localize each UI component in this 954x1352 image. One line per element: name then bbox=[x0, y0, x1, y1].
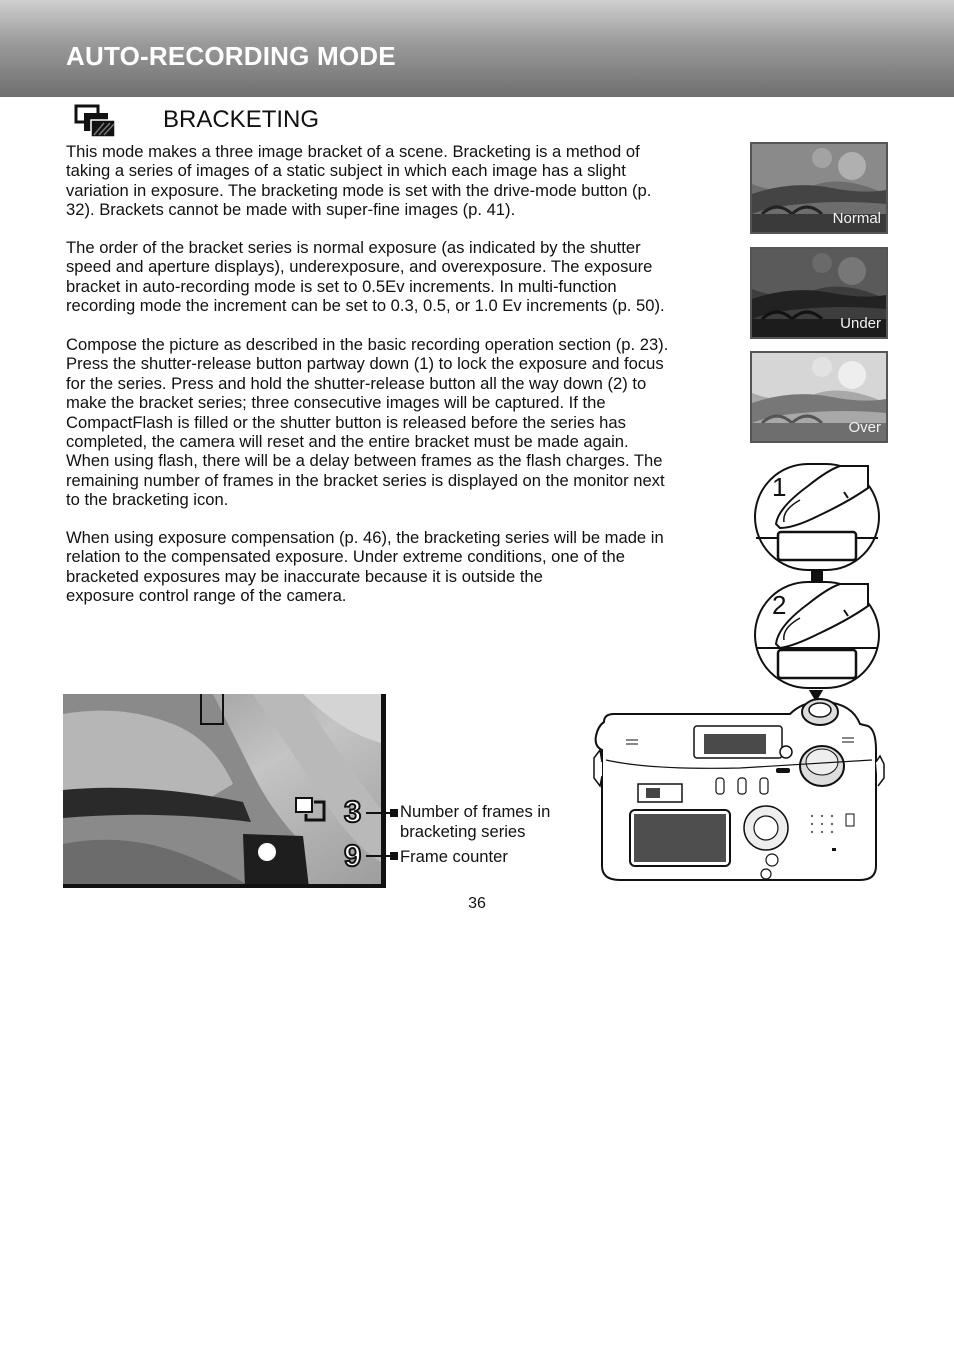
section-title: BRACKETING bbox=[163, 106, 320, 133]
thumbnail-label: Over bbox=[848, 419, 881, 436]
page-number: 36 bbox=[468, 895, 486, 912]
step-2-illustration bbox=[755, 582, 879, 688]
step-number: 2 bbox=[772, 590, 787, 620]
body-paragraph: The order of the bracket series is normal exposure (as indicated by the shutter speed and aperture displays), underexposure, and overexposure. The exposure bracket in auto-recording mode is set to 0.5Ev increments. In multi-function recording mode the increment can be set to 0.3, 0.5, or 1.0 Ev increments (p. 50). bbox=[66, 238, 665, 316]
frame-counter-value: 9 bbox=[344, 838, 362, 873]
body-paragraph: When using exposure compensation (p. 46), the bracketing series will be made in relation to the compensated exposure. Under extreme conditions, one of the bracketed exposures may be inaccurate because it is outside the exposure control range of the camera. bbox=[66, 528, 664, 606]
monitor-display bbox=[63, 694, 389, 890]
thumbnail-under bbox=[750, 247, 888, 339]
camera-illustration bbox=[590, 690, 890, 886]
thumbnail-label: Normal bbox=[832, 210, 881, 227]
page-header bbox=[0, 0, 954, 97]
step-number: 1 bbox=[772, 472, 787, 502]
bracketing-icon bbox=[74, 104, 116, 138]
thumbnail-over bbox=[750, 351, 888, 443]
thumbnail-normal bbox=[750, 142, 888, 234]
frame-counter-callout: Frame counter bbox=[400, 847, 508, 866]
step-1-illustration bbox=[755, 464, 879, 570]
shutter-press-diagram bbox=[748, 458, 888, 690]
body-paragraph: Compose the picture as described in the basic recording operation section (p. 23). Press the shutter-release button partway down (1) to lock the exposure and focus for the series. Press and hold the shutter-release button all the way down (2) to make the bracket series; three consecutive images will be captured. If the CompactFlash is filled or the shutter button is released before the series has completed, the camera will reset and the entire bracket must be made again. When using flash, there will be a delay between frames as the flash charges. The remaining number of frames in the bracket series is displayed on the monitor next to the bracketing icon. bbox=[66, 335, 669, 510]
callout-leaders bbox=[362, 800, 402, 870]
body-paragraph: This mode makes a three image bracket of a scene. Bracketing is a method of taking a series of images of a static subject in which each image has a slight variation in exposure. The bracketing mode is set with the drive-mode button (p. 32). Brackets cannot be made with super-fine images (p. 41). bbox=[66, 142, 652, 220]
frames-in-series-value: 3 bbox=[344, 794, 362, 829]
thumbnail-label: Under bbox=[840, 315, 881, 332]
chapter-title: AUTO-RECORDING MODE bbox=[66, 41, 396, 71]
frames-callout: Number of frames in bracketing series bbox=[400, 802, 551, 841]
